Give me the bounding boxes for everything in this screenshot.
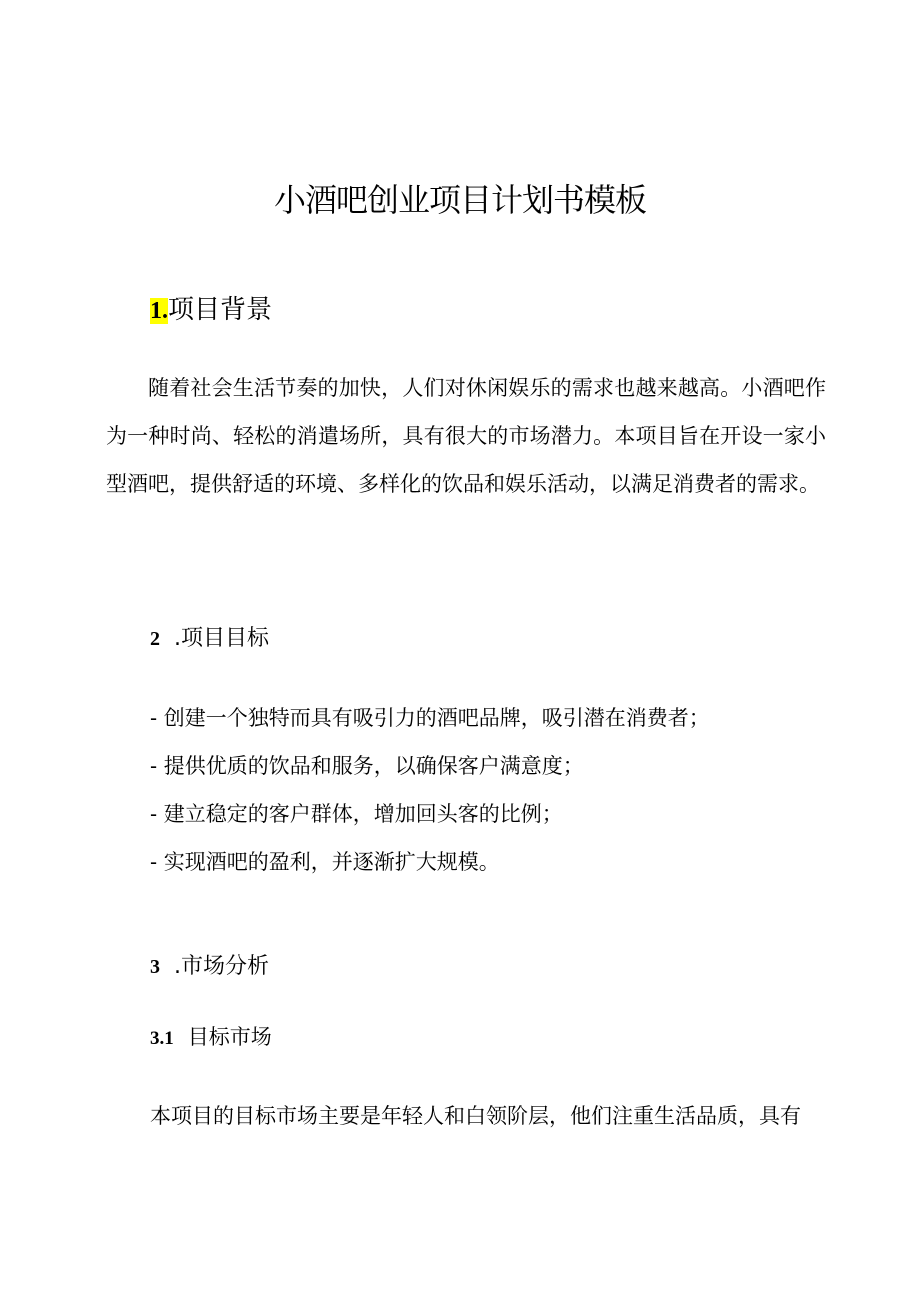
- list-item: - 实现酒吧的盈利，并逐渐扩大规模。: [150, 850, 500, 874]
- section-heading-market: [150, 950, 269, 984]
- section-number: 1.: [150, 298, 168, 324]
- section-heading-text: 项目背景: [168, 295, 273, 325]
- goals-list: [150, 694, 710, 886]
- list-item: - 建立稳定的客户群体，增加回头客的比例；: [150, 802, 563, 826]
- section-heading-text: .项目目标: [174, 626, 269, 651]
- list-item: - 创建一个独特而具有吸引力的酒吧品牌，吸引潜在消费者；: [150, 706, 710, 730]
- section-number: 2: [150, 628, 160, 650]
- document-title: 小酒吧创业项目计划书模板: [273, 181, 646, 219]
- list-item: - 提供优质的饮品和服务，以确保客户满意度；: [150, 754, 584, 778]
- section-heading-goals: [150, 622, 269, 656]
- subsection-heading-text: 目标市场: [187, 1025, 272, 1049]
- subsection-heading-target-market: [150, 1020, 272, 1056]
- section-heading-background: [150, 290, 272, 331]
- background-paragraph: 随着社会生活节奏的加快，人们对休闲娱乐的需求也越来越高。小酒吧作为一种时尚、轻松的消遣场所，具有很大的市场潜力。本项目旨在开设一家小型酒吧，提供舒适的环境、多样化的饮品和娱乐活动，以满足消费者的需求。: [106, 376, 826, 496]
- section-heading-text: .市场分析: [174, 954, 269, 979]
- subsection-number: 3.1: [150, 1028, 174, 1049]
- section-number: 3: [150, 956, 160, 978]
- target-market-paragraph: 本项目的目标市场主要是年轻人和白领阶层，他们注重生活品质，具有: [150, 1104, 801, 1128]
